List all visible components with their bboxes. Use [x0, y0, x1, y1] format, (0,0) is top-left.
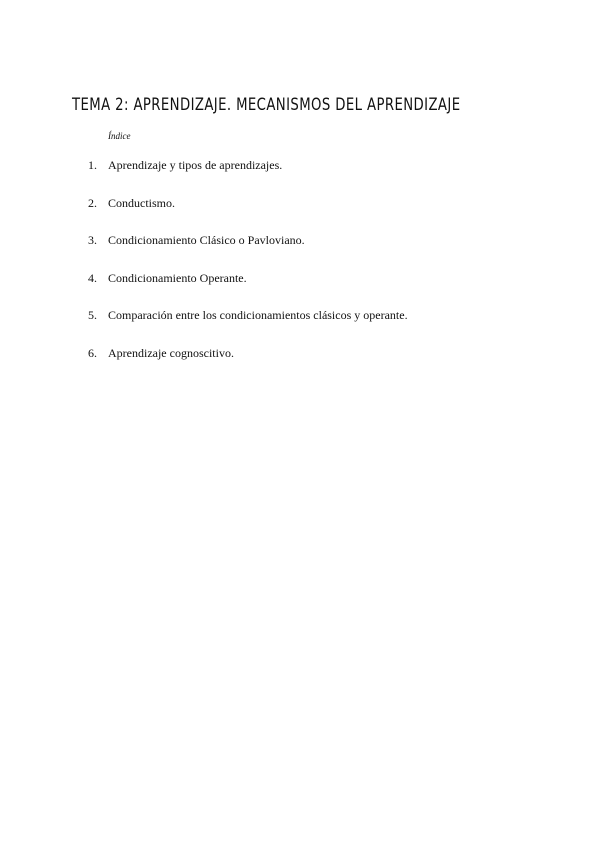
toc-item	[88, 158, 408, 196]
toc-item	[88, 346, 408, 384]
toc-item	[88, 271, 408, 309]
toc-item-text: Aprendizaje cognoscitivo.	[108, 345, 234, 360]
toc-item-number: 3.	[88, 233, 97, 248]
table-of-contents	[88, 158, 408, 384]
toc-item-number: 5.	[88, 308, 97, 323]
toc-item-text: Condicionamiento Operante.	[108, 270, 247, 285]
toc-item-text: Aprendizaje y tipos de aprendizajes.	[108, 158, 283, 172]
toc-item	[88, 233, 408, 271]
toc-item-number: 6.	[88, 345, 97, 360]
index-heading: Índice	[108, 131, 131, 141]
page-title: TEMA 2: APRENDIZAJE. MECANISMOS DEL APRENDIZAJE	[72, 95, 461, 116]
toc-item	[88, 196, 408, 234]
toc-item-number: 1.	[88, 158, 97, 172]
toc-item-text: Conductismo.	[108, 195, 176, 210]
toc-item-number: 2.	[88, 195, 97, 210]
toc-item	[88, 308, 408, 346]
toc-item-text: Condicionamiento Clásico o Pavloviano.	[108, 233, 305, 248]
toc-item-text: Comparación entre los condicionamientos clásicos y operante.	[108, 308, 408, 323]
toc-item-number: 4.	[88, 270, 97, 285]
